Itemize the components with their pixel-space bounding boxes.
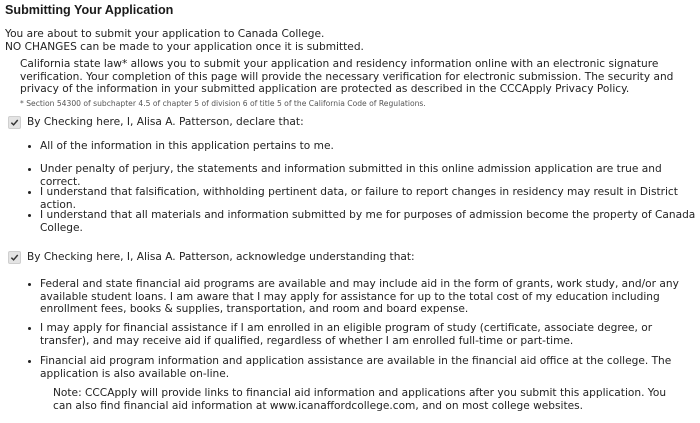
- list-item: All of the information in this application pertains to me.: [28, 140, 700, 153]
- law-footnote: * Section 54300 of subchapter 4.5 of chapter 5 of division 6 of title 5 of the California Code of Regulations.: [20, 99, 426, 108]
- state-law-paragraph: California state law* allows you to submit your application and residency information online with an electronic signature verification. Your completion of this page will provide the necessary verification for electronic submission. The security and privacy of the information in your submitted application are protected as described in the CCCApply Privacy Policy.: [20, 58, 674, 95]
- intro-text: [5, 28, 364, 53]
- checkmark-icon: [10, 253, 19, 262]
- checkmark-icon: [10, 118, 19, 127]
- intro-line-2: NO CHANGES can be made to your application once it is submitted.: [5, 40, 364, 53]
- acknowledgement-label: By Checking here, I, Alisa A. Patterson, acknowledge understanding that:: [27, 251, 415, 263]
- list-item: Financial aid program information and application assistance are available in the financial aid office at the college. The application is also available on-line.: [28, 355, 700, 380]
- list-item: I understand that all materials and information submitted by me for purposes of admission become the property of Canada College.: [28, 209, 700, 234]
- list-item: I may apply for financial assistance if I am enrolled in an eligible program of study (certificate, associate degree, or transfer), and may receive aid if qualified, regardless of whether I am enrolled full-time or part-time.: [28, 322, 700, 347]
- list-item: Under penalty of perjury, the statements and information submitted in this online admission application are true and correct.: [28, 163, 700, 188]
- list-item: I understand that falsification, withholding pertinent data, or failure to report changes in residency may result in District action.: [28, 186, 700, 211]
- declaration-checkbox-row[interactable]: [8, 115, 304, 129]
- financial-aid-note: Note: CCCApply will provide links to financial aid information and applications after you submit this application. You can also find financial aid information at www.icanaffordcollege.com, and on most college websites.: [53, 387, 667, 412]
- acknowledgement-checkbox[interactable]: [8, 251, 21, 264]
- page-title: Submitting Your Application: [5, 3, 174, 17]
- intro-line-1: You are about to submit your application to Canada College.: [5, 28, 325, 40]
- acknowledgement-checkbox-row[interactable]: [8, 250, 415, 264]
- declaration-label: By Checking here, I, Alisa A. Patterson, declare that:: [27, 116, 304, 128]
- list-item: Federal and state financial aid programs are available and may include aid in the form of grants, work study, and/or any available student loans. I am aware that I may apply for assistance for up to the total cost of my education including enrollment fees, books & supplies, transportation, and room and board expense.: [28, 278, 700, 316]
- declaration-checkbox[interactable]: [8, 116, 21, 129]
